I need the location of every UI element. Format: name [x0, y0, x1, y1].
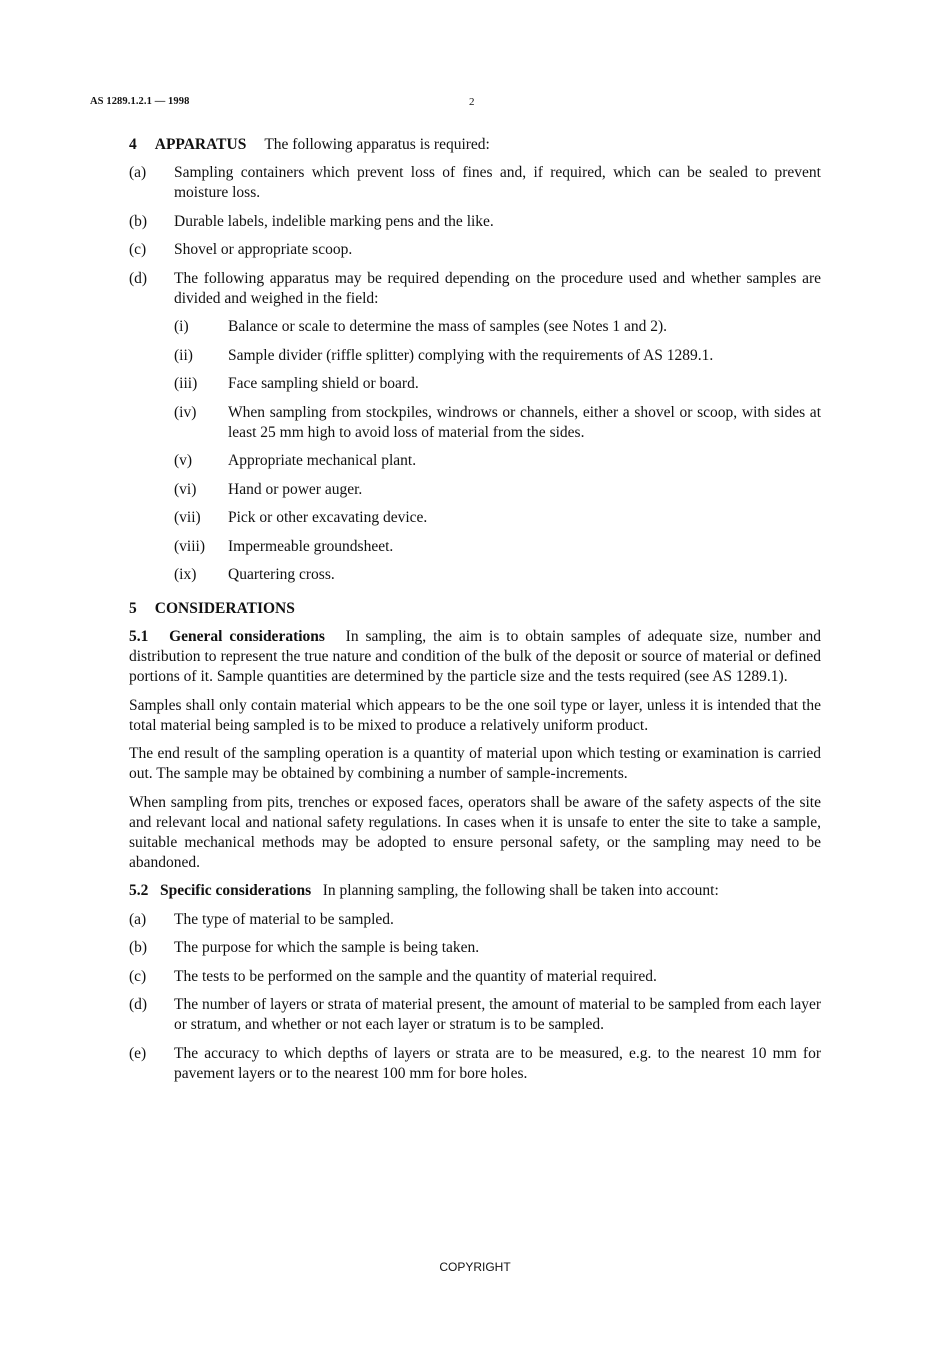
sublist-label: (vi) — [174, 480, 197, 498]
list-label: (e) — [129, 1044, 147, 1062]
sublist-label: (v) — [174, 452, 193, 469]
sublist-text: Impermeable groundsheet. — [228, 537, 394, 555]
section-5-2-paragraph — [129, 881, 821, 901]
page-number: 2 — [469, 96, 475, 108]
sublist-label: (viii) — [174, 537, 205, 555]
sublist-item — [129, 451, 821, 471]
sublist-label: (ii) — [174, 346, 193, 364]
section-5-title: CONSIDERATIONS — [154, 600, 295, 617]
section-5-1-number: 5.1 — [129, 628, 149, 645]
list-text: Sampling containers which prevent loss of fines and, if required, which can be sealed to prevent moisture loss. — [174, 164, 821, 201]
sublist-label: (ix) — [174, 566, 197, 583]
list-item — [129, 240, 821, 260]
sublist-text: Balance or scale to determine the mass of samples (see Notes 1 and 2). — [228, 318, 668, 335]
sublist-text: Hand or power auger. — [228, 480, 363, 498]
sublist-item — [129, 403, 821, 443]
sublist-item — [129, 565, 821, 585]
sublist-label: (i) — [174, 318, 189, 335]
list-item — [129, 212, 821, 232]
paragraph: When sampling from pits, trenches or exposed faces, operators shall be aware of the safety aspects of the site and relevant local and national safety regulations. In cases when it is unsafe to enter the site to take a sample, suitable mechanical methods may be adopted to ensure personal safety, or the sampling may need to be abandoned. — [129, 793, 821, 871]
list-label: (a) — [129, 910, 147, 928]
list-item — [129, 995, 821, 1035]
list-text: The accuracy to which depths of layers or strata are to be measured, e.g. to the nearest 10 mm for pavement layers or to the nearest 100 mm for bore holes. — [174, 1044, 821, 1082]
list-text: The type of material to be sampled. — [174, 910, 394, 928]
section-5-number: 5 — [129, 600, 137, 617]
list-label: (c) — [129, 967, 147, 985]
sublist-text: Pick or other excavating device. — [228, 509, 428, 526]
list-item — [129, 967, 821, 987]
section-5-2-title: Specific considerations — [160, 882, 312, 899]
paragraph-text: In sampling, the aim is to obtain samples of adequate size, number and distribution to represent the true nature and condition of the bulk of the deposit or source of material or defined portions of it. Sample quantities are determined by the particle size and the tests required (see AS 1289.1). — [129, 628, 822, 685]
sublist-item — [129, 346, 821, 366]
paragraph: Samples shall only contain material which appears to be the one soil type or layer, unless it is intended that the total material being sampled is to be mixed to produce a relatively uniform product. — [129, 696, 821, 734]
list-text: The purpose for which the sample is being taken. — [174, 939, 480, 956]
sublist-label: (vii) — [174, 509, 201, 526]
list-label: (b) — [129, 939, 148, 956]
list-label: (d) — [129, 269, 148, 287]
sublist-item — [129, 508, 821, 528]
section-4-number: 4 — [129, 136, 137, 153]
sublist-label: (iv) — [174, 403, 197, 421]
list-text: Durable labels, indelible marking pens and the like. — [174, 212, 494, 230]
sublist-item — [129, 537, 821, 557]
section-4-intro: The following apparatus is required: — [264, 136, 490, 153]
sublist-item — [129, 374, 821, 394]
section-4-heading — [129, 135, 821, 155]
section-5-heading — [129, 599, 821, 619]
sublist-text: Quartering cross. — [228, 566, 335, 583]
list-item — [129, 269, 821, 309]
list-item — [129, 910, 821, 930]
section-5-1-paragraph — [129, 627, 821, 687]
paragraph-text: In planning sampling, the following shall be taken into account: — [322, 882, 719, 899]
list-label: (a) — [129, 164, 147, 181]
sublist-text: Appropriate mechanical plant. — [228, 452, 417, 469]
list-label: (b) — [129, 212, 148, 230]
sublist-item — [129, 480, 821, 500]
list-label: (c) — [129, 241, 147, 258]
section-5-2-number: 5.2 — [129, 882, 149, 899]
sublist-text: Face sampling shield or board. — [228, 375, 419, 392]
list-item — [129, 163, 821, 203]
section-5-1-title: General considerations — [169, 628, 325, 645]
list-label: (d) — [129, 996, 148, 1013]
copyright-footer: COPYRIGHT — [439, 1260, 511, 1274]
list-text: The tests to be performed on the sample and the quantity of material required. — [174, 967, 657, 985]
standard-id: AS 1289.1.2.1 — 1998 — [90, 96, 190, 107]
list-text: The following apparatus may be required depending on the procedure used and whether samples are divided and weighed in the field: — [174, 269, 821, 307]
paragraph: The end result of the sampling operation is a quantity of material upon which testing or examination is carried out. The sample may be obtained by combining a number of sample-increments. — [129, 745, 821, 782]
page-content — [129, 127, 821, 1092]
sublist-label: (iii) — [174, 375, 198, 392]
sublist-text: Sample divider (riffle splitter) complying with the requirements of AS 1289.1. — [228, 346, 714, 364]
section-4-title: APPARATUS — [154, 136, 247, 153]
list-item — [129, 1044, 821, 1084]
list-item — [129, 938, 821, 958]
list-text: The number of layers or strata of material present, the amount of material to be sampled from each layer or stratum, and whether or not each layer or stratum is to be sampled. — [174, 996, 821, 1033]
sublist-text: When sampling from stockpiles, windrows or channels, either a shovel or scoop, with sides at least 25 mm high to avoid loss of material from the sides. — [228, 403, 821, 441]
list-text: Shovel or appropriate scoop. — [174, 241, 353, 258]
sublist-item — [129, 317, 821, 337]
